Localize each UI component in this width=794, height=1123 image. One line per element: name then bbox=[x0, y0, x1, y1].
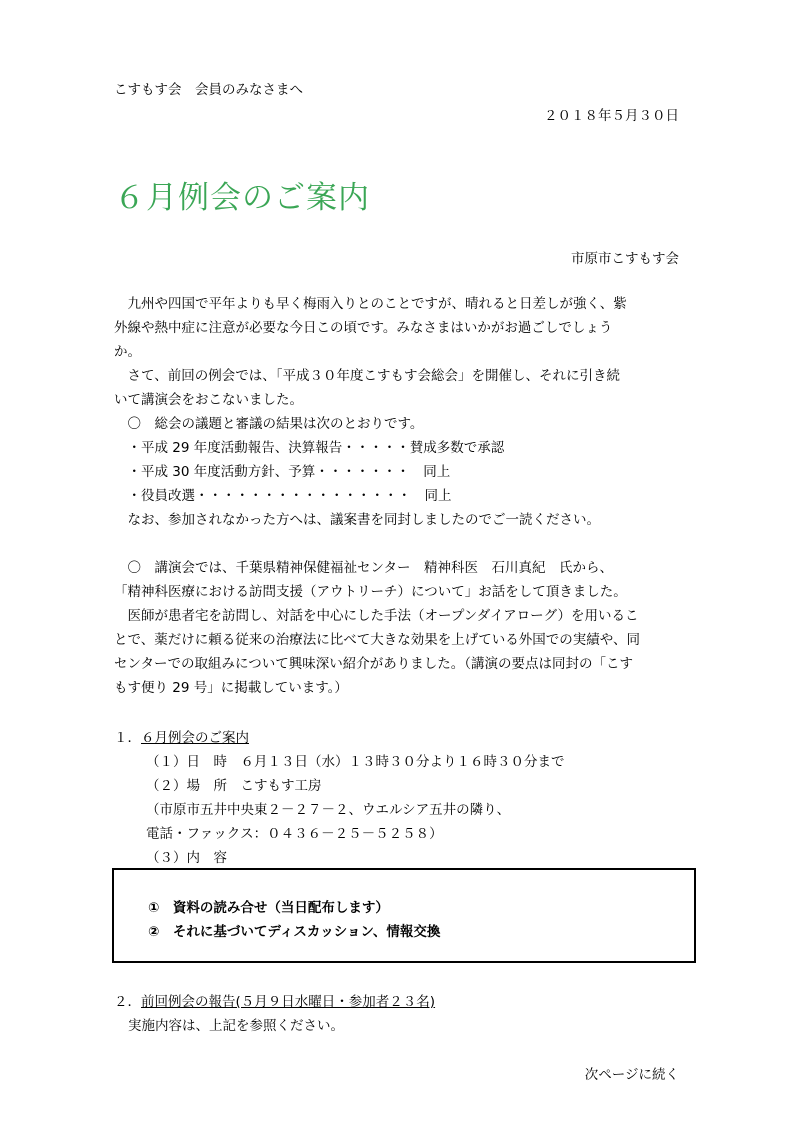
body-line: 医師が患者宅を訪問し、対話を中心にした手法（オープンダイアローグ）を用いるこ bbox=[114, 608, 639, 624]
meeting-date-line: （１）日 時 ６月１３日（水）１３時３０分より１６時３０分まで bbox=[146, 754, 565, 770]
body-line: 〇 講演会では、千葉県精神保健福祉センター 精神科医 石川真紀 氏から、 bbox=[114, 560, 613, 576]
body-line bbox=[114, 532, 684, 556]
body-line: 九州や四国で平年よりも早く梅雨入りとのことですが、晴れると日差しが強く、紫 bbox=[114, 296, 627, 312]
body-line: センターでの取組みについて興味深い紹介がありました。（講演の要点は同封の「こす bbox=[114, 656, 633, 672]
continued-note: 次ページに続く bbox=[584, 1067, 679, 1083]
body-line: 外線や熱中症に注意が必要な今日この頃です。みなさまはいかがお過ごしでしょう bbox=[114, 320, 613, 336]
body-line: なお、参加されなかった方へは、議案書を同封しましたのでご一読ください。 bbox=[114, 512, 600, 528]
recipient-line: こすもす会 会員のみなさまへ bbox=[114, 82, 303, 98]
sender-name: 市原市こすもす会 bbox=[571, 251, 679, 267]
section1-number: １． bbox=[114, 730, 141, 746]
body-line: さて、前回の例会では、「平成３０年度こすもす会総会」を開催し、それに引き続 bbox=[114, 368, 620, 384]
meeting-content-line: （３）内 容 bbox=[146, 850, 227, 866]
body-line: 〇 総会の議題と審議の結果は次のとおりです。 bbox=[114, 416, 424, 432]
content-item: ② それに基づいてディスカッション、情報交換 bbox=[148, 924, 441, 940]
meeting-place-line: （２）場 所 こすもす工房 bbox=[146, 778, 322, 794]
section2-number: ２． bbox=[114, 994, 141, 1010]
page-title: ６月例会のご案内 bbox=[114, 180, 370, 216]
body-line: ・平成 30 年度活動方針、予算・・・・・・・ 同上 bbox=[114, 464, 451, 480]
body-line: ・役員改選・・・・・・・・・・・・・・・・ 同上 bbox=[114, 488, 452, 504]
body-line: もす便り 29 号」に掲載しています。） bbox=[114, 680, 348, 696]
section1-heading bbox=[114, 726, 249, 746]
body-text bbox=[114, 292, 684, 700]
meeting-phone-line: 電話・ファックス：０４３６－２５－５２５８） bbox=[146, 826, 443, 842]
body-line: とで、薬だけに頼る従来の治療法に比べて大きな効果を上げている外国での実績や、同 bbox=[114, 632, 640, 648]
section2-body: 実施内容は、上記を参照ください。 bbox=[128, 1018, 344, 1034]
content-box bbox=[112, 868, 696, 963]
section2-title: 前回例会の報告(５月９日水曜日・参加者２３名) bbox=[141, 994, 436, 1010]
section1-title: ６月例会のご案内 bbox=[141, 730, 249, 746]
meeting-address-line: （市原市五井中央東２－２７－２、ウエルシア五井の隣り、 bbox=[146, 802, 511, 818]
document-date: ２０１８年５月３０日 bbox=[544, 108, 679, 124]
content-item: ① 資料の読み合せ（当日配布します） bbox=[148, 900, 389, 916]
body-line: 「精神科医療における訪問支援（アウトリーチ）について」お話をして頂きました。 bbox=[114, 584, 627, 600]
body-line: ・平成 29 年度活動報告、決算報告・・・・・賛成多数で承認 bbox=[114, 440, 505, 456]
body-line: か。 bbox=[114, 344, 141, 360]
section2-heading bbox=[114, 990, 435, 1010]
body-line: いて講演会をおこないました。 bbox=[114, 392, 303, 408]
